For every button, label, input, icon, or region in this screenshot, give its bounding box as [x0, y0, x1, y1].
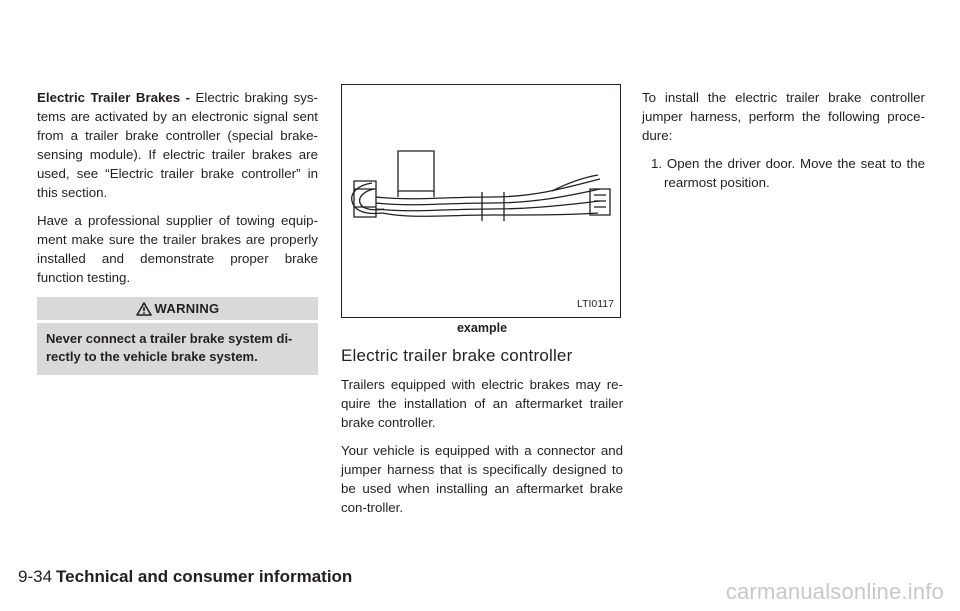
electric-trailer-brakes-paragraph	[37, 88, 318, 202]
figure-code: LTI0117	[577, 298, 614, 310]
page-footer	[18, 567, 352, 587]
page-number: 9-34	[18, 567, 53, 586]
trailers-equipped-paragraph: Trailers equipped with electric brakes may re-quire the installation of an aftermarket trailer brake controller.	[341, 377, 623, 430]
install-intro-paragraph: To install the electric trailer brake controller jumper harness, perform the following proce-dure:	[642, 90, 925, 143]
middle-column	[341, 84, 623, 526]
right-column	[642, 88, 925, 201]
figure-caption: example	[456, 321, 508, 335]
footer-title: Technical and consumer information	[56, 567, 353, 586]
harness-figure	[341, 84, 621, 318]
warning-text: Never connect a trailer brake system di-rectly to the vehicle brake system.	[37, 323, 318, 375]
warning-triangle-icon	[136, 302, 152, 316]
left-column	[37, 88, 318, 375]
watermark: carmanualsonline.info	[725, 579, 944, 604]
lead-text: Electric braking sys-tems are activated by an electronic signal sent from a trailer brake controller (special brake-sensing module). If electric trailer brakes are used, see “Electric trailer brake controller” in this section.	[37, 90, 318, 200]
vehicle-equipped-paragraph: Your vehicle is equipped with a connector and jumper harness that is specifically designed to be used when installing an aftermarket brake con-troller.	[341, 443, 623, 515]
warning-title: WARNING	[154, 301, 220, 316]
professional-supplier-paragraph: Have a professional supplier of towing equip-ment make sure the trailer brakes are properly installed and demonstrate proper brake function testing.	[37, 213, 318, 285]
warning-header	[37, 297, 318, 320]
jumper-harness-illustration	[342, 85, 620, 317]
section-title: Electric trailer brake controller	[341, 346, 573, 365]
step-1: 1. Open the driver door. Move the seat to the rearmost position.	[651, 156, 925, 190]
lead-label: Electric Trailer Brakes -	[37, 90, 191, 105]
